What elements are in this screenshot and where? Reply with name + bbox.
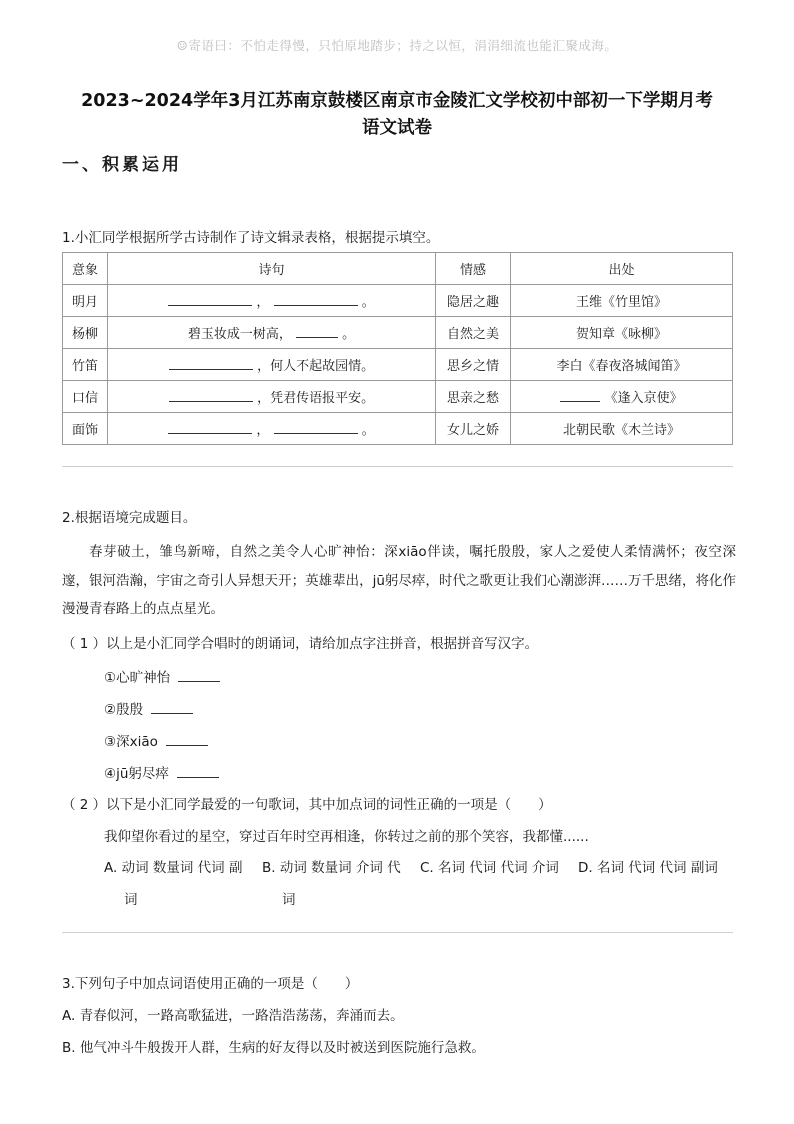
answer-blank[interactable] (274, 419, 358, 434)
row-source: 李白《春夜洛城闻笛》 (511, 349, 733, 381)
q2-passage: 春芽破土，雏鸟新啼，自然之美令人心旷神怡：深xiāo伴读，嘱托殷殷，家人之爱使人柔情满怀；夜空深邃，银河浩瀚，宇宙之奇引人异想天开；英雄辈出，jū躬尽瘁，时代之歌更让我们心潮澎湃……万千思绪，将化作漫漫青春路上的点点星光。 (62, 544, 736, 617)
q2-option-a-wrap: 词 (124, 892, 138, 908)
answer-blank[interactable] (166, 731, 208, 746)
exam-title-line2: 语文试卷 (362, 118, 432, 138)
row-emotion: 思亲之愁 (436, 381, 511, 413)
section-heading: 一、积累运用 (62, 155, 182, 175)
row-emotion: 思乡之情 (436, 349, 511, 381)
answer-blank[interactable] (168, 291, 252, 306)
exam-title-line1: 2023~2024学年3月江苏南京鼓楼区南京市金陵汇文学校初中部初一下学期月考 (81, 91, 713, 111)
divider (62, 932, 733, 933)
exam-title (40, 88, 754, 142)
q2-sub1-item-2: ②殷殷 (104, 699, 193, 720)
answer-blank[interactable] (560, 387, 600, 402)
q3-option-b[interactable]: B. 他气冲斗牛般拨开人群，生病的好友得以及时被送到医院施行急救。 (62, 1040, 485, 1056)
row-emotion: 女儿之娇 (436, 413, 511, 445)
row-image: 口信 (63, 381, 108, 413)
row-poem-line: ，何人不起故园情。 (108, 349, 436, 381)
table-row (63, 349, 733, 381)
row-emotion: 自然之美 (436, 317, 511, 349)
q2-sub1-item-3: ③深xiāo (104, 731, 208, 752)
header-source: 出处 (511, 253, 733, 285)
q2-sub1-item-1: ①心旷神怡 (104, 667, 220, 688)
answer-blank[interactable] (151, 699, 193, 714)
q2-sub1-item-4: ④jū躬尽瘁 (104, 763, 219, 784)
table-row (63, 285, 733, 317)
q2-option-d[interactable]: D. 名词 代词 代词 副词 (578, 860, 718, 876)
row-image: 明月 (63, 285, 108, 317)
q2-option-a[interactable]: A. 动词 数量词 代词 副 (104, 860, 243, 876)
q3-stem: 3.下列句子中加点词语使用正确的一项是（ ） (62, 976, 359, 992)
header-emotion: 情感 (436, 253, 511, 285)
header-image: 意象 (63, 253, 108, 285)
poem-table (62, 252, 733, 445)
q2-option-b-wrap: 词 (282, 892, 296, 908)
table-row (63, 413, 733, 445)
divider (62, 466, 733, 467)
row-source: 《逢入京使》 (511, 381, 733, 413)
q1-stem: 1.小汇同学根据所学古诗制作了诗文辑录表格，根据提示填空。 (62, 230, 440, 246)
row-image: 面饰 (63, 413, 108, 445)
row-poem-line: ， 。 (108, 285, 436, 317)
answer-blank[interactable] (296, 323, 338, 338)
q2-sub2-lyric: 我仰望你看过的星空，穿过百年时空再相逢，你转过之前的那个笑容，我都懂...... (104, 829, 589, 845)
row-source: 王维《竹里馆》 (511, 285, 733, 317)
row-source: 北朝民歌《木兰诗》 (511, 413, 733, 445)
row-poem-line: 碧玉妆成一树高， 。 (108, 317, 436, 349)
q2-option-b[interactable]: B. 动词 数量词 介词 代 (262, 860, 401, 876)
poem-table-header (63, 253, 733, 285)
q2-sub1-stem: （ 1 ）以上是小汇同学合唱时的朗诵词，请给加点字注拼音，根据拼音写汉字。 (62, 636, 539, 652)
table-row (63, 381, 733, 413)
q2-option-c[interactable]: C. 名词 代词 代词 介词 (420, 860, 559, 876)
row-image: 杨柳 (63, 317, 108, 349)
q2-sub2-stem: （ 2 ）以下是小汇同学最爱的一句歌词，其中加点词的词性正确的一项是（ ） (62, 797, 552, 813)
answer-blank[interactable] (168, 419, 252, 434)
row-image: 竹笛 (63, 349, 108, 381)
row-emotion: 隐居之趣 (436, 285, 511, 317)
header-poem-line: 诗句 (108, 253, 436, 285)
q2-stem: 2.根据语境完成题目。 (62, 510, 197, 526)
answer-blank[interactable] (169, 355, 253, 370)
row-poem-line: ，凭君传语报平安。 (108, 381, 436, 413)
row-source: 贺知章《咏柳》 (511, 317, 733, 349)
table-row (63, 317, 733, 349)
answer-blank[interactable] (274, 291, 358, 306)
answer-blank[interactable] (177, 763, 219, 778)
answer-blank[interactable] (169, 387, 253, 402)
answer-blank[interactable] (178, 667, 220, 682)
q3-option-a[interactable]: A. 青春似河，一路高歌猛进，一路浩浩荡荡，奔涌而去。 (62, 1008, 404, 1024)
page-motto: ☺寄语曰：不怕走得慢，只怕原地踏步；持之以恒，涓涓细流也能汇聚成海。 (176, 38, 618, 53)
row-poem-line: ， 。 (108, 413, 436, 445)
